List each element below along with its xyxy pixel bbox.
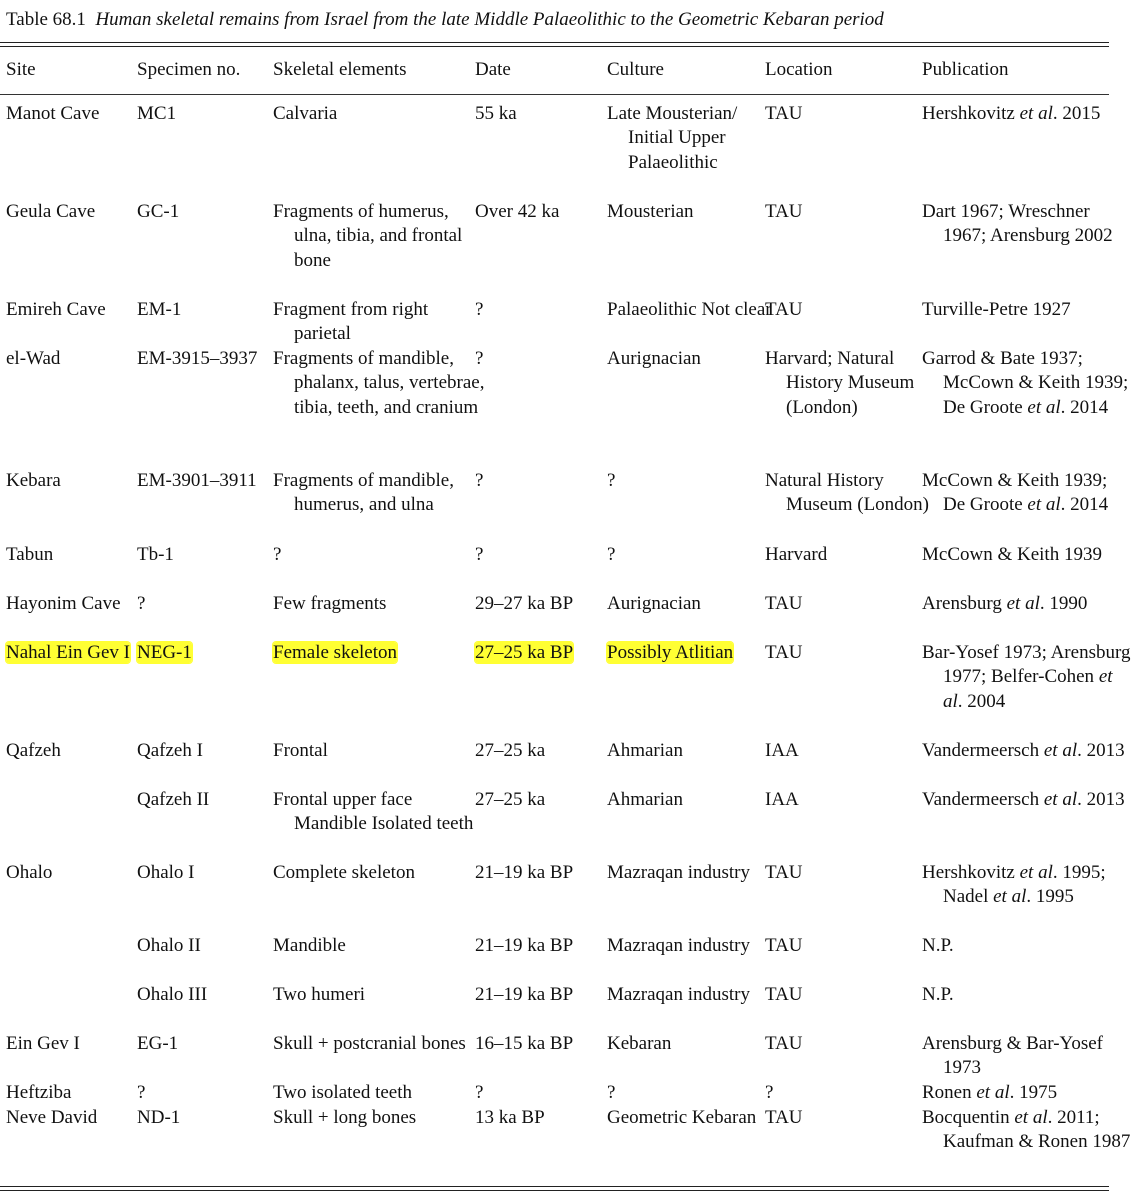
cell-elements — [273, 641, 489, 665]
cell-culture-text: Ahmarian — [607, 789, 683, 810]
cell-date — [475, 298, 621, 322]
cell-location — [765, 861, 936, 885]
cell-specimen-text: GC-1 — [137, 201, 180, 222]
publication-part: . 1995 — [1026, 886, 1074, 908]
cell-date — [475, 543, 621, 567]
cell-location-text: TAU — [765, 862, 803, 883]
top-double-rule — [0, 42, 1109, 47]
publication-part: Hershkovitz — [922, 103, 1020, 124]
cell-culture-text: Possibly Atlitian — [607, 642, 734, 663]
cell-specimen-text: NEG-1 — [137, 642, 192, 663]
cell-date — [475, 934, 621, 958]
cell-date — [475, 983, 621, 1007]
publication-part: N.P. — [922, 935, 954, 956]
cell-location — [765, 1106, 936, 1130]
cell-elements — [273, 543, 489, 567]
cell-culture-text: Mousterian — [607, 201, 694, 222]
cell-specimen-text: EG-1 — [137, 1033, 179, 1054]
publication-part: et al — [1014, 1107, 1048, 1128]
cell-publication — [922, 347, 1131, 420]
cell-site-text: Ohalo — [6, 862, 53, 883]
cell-location-text: Natural History Museum (London) — [765, 470, 930, 516]
cell-specimen — [137, 102, 288, 126]
cell-specimen — [137, 641, 288, 665]
cell-location — [765, 200, 936, 224]
cell-site — [6, 200, 149, 224]
publication-part: . 2014 — [1060, 494, 1109, 516]
cell-date-text: ? — [475, 299, 484, 320]
cell-specimen — [137, 1106, 288, 1130]
cell-site — [6, 739, 149, 763]
cell-elements-text: Fragment from right parietal — [273, 299, 429, 345]
cell-elements — [273, 200, 489, 273]
publication-part: Vandermeersch — [922, 789, 1044, 810]
cell-specimen-text: EM-1 — [137, 299, 182, 320]
cell-date-text: 21–19 ka BP — [475, 862, 574, 883]
cell-culture — [607, 739, 778, 763]
cell-location-text: TAU — [765, 984, 803, 1005]
publication-part: Hershkovitz — [922, 862, 1020, 883]
cell-site-text: Kebara — [6, 470, 61, 491]
cell-specimen-text: Tb-1 — [137, 544, 174, 565]
cell-date-text: 21–19 ka BP — [475, 935, 574, 956]
cell-elements — [273, 1032, 489, 1056]
publication-part: et al — [1043, 789, 1078, 810]
cell-location-text: TAU — [765, 1033, 803, 1054]
cell-location-text: Harvard; Natural History Museum (London) — [765, 348, 915, 418]
cell-specimen — [137, 788, 288, 812]
cell-location — [765, 788, 936, 812]
publication-part: Turville-Petre 1927 — [922, 299, 1071, 320]
cell-location-text: ? — [765, 1082, 774, 1103]
cell-elements-text: Two humeri — [273, 984, 366, 1005]
table-title: Human skeletal remains from Israel from the late Middle Palaeolithic to the Geometric Kebaran period — [95, 9, 884, 30]
cell-location — [765, 1032, 936, 1056]
header-location: Location — [765, 59, 833, 80]
cell-elements-text: Female skeleton — [273, 642, 397, 663]
cell-culture — [607, 1081, 778, 1105]
cell-specimen — [137, 1081, 288, 1105]
publication-part: McCown & Keith 1939 — [922, 544, 1102, 565]
cell-specimen-text: Qafzeh I — [137, 740, 203, 761]
cell-culture — [607, 1032, 778, 1056]
cell-site-text: Geula Cave — [6, 201, 96, 222]
cell-date — [475, 788, 621, 812]
cell-location — [765, 739, 936, 763]
cell-site — [6, 641, 149, 665]
cell-culture — [607, 200, 778, 224]
cell-specimen-text: EM-3915–3937 — [137, 348, 258, 369]
cell-site — [6, 102, 149, 126]
cell-publication — [922, 788, 1131, 812]
cell-elements — [273, 347, 489, 420]
cell-culture-text: Geometric Kebaran — [607, 1107, 757, 1128]
cell-date-text: 27–25 ka — [475, 789, 546, 810]
cell-culture-text: Aurignacian — [607, 593, 701, 614]
publication-part: Garrod & Bate 1937; McCown & Keith 1939; De Groote — [922, 348, 1129, 418]
publication-part: . 1990 — [1039, 593, 1088, 614]
cell-elements — [273, 102, 489, 126]
cell-elements-text: Frontal — [273, 740, 328, 761]
cell-culture-text: Ahmarian — [607, 740, 683, 761]
publication-part: Arensburg — [922, 593, 1007, 614]
cell-site-text: Hayonim Cave — [6, 593, 121, 614]
cell-culture — [607, 641, 778, 665]
cell-culture — [607, 298, 778, 322]
publication-part: et al — [1019, 862, 1053, 883]
cell-location-text: TAU — [765, 935, 803, 956]
cell-location-text: TAU — [765, 299, 803, 320]
cell-elements-text: Fragments of mandible, humerus, and ulna — [273, 470, 454, 516]
publication-part: N.P. — [922, 984, 954, 1005]
cell-elements-text: Frontal upper face Mandible Isolated teeth — [273, 789, 474, 835]
cell-location-text: TAU — [765, 103, 803, 124]
cell-culture — [607, 934, 778, 958]
cell-date — [475, 1081, 621, 1105]
cell-date-text: ? — [475, 470, 484, 491]
publication-part: Bar-Yosef 1973; Arensburg 1977; Belfer-Cohen — [922, 642, 1131, 688]
cell-site-text: Qafzeh — [6, 740, 61, 761]
cell-culture-text: ? — [607, 470, 616, 491]
cell-date-text: 16–15 ka BP — [475, 1033, 574, 1054]
cell-culture — [607, 469, 778, 493]
header-elements: Skeletal elements — [273, 59, 407, 80]
cell-publication — [922, 1106, 1131, 1155]
cell-culture-text: Mazraqan industry — [607, 984, 750, 1005]
cell-date-text: Over 42 ka — [475, 201, 560, 222]
cell-date-text: 29–27 ka BP — [475, 593, 574, 614]
cell-publication — [922, 592, 1131, 616]
publication-part: et al — [1006, 593, 1040, 614]
publication-part: et al — [1027, 494, 1061, 516]
cell-specimen — [137, 861, 288, 885]
cell-date — [475, 102, 621, 126]
publication-part: . 1975 — [1009, 1082, 1058, 1103]
cell-location — [765, 469, 936, 518]
cell-culture-text: Palaeolithic Not clear — [607, 299, 772, 320]
publication-part: Arensburg & Bar-Yosef 1973 — [922, 1033, 1103, 1079]
cell-date — [475, 592, 621, 616]
cell-site — [6, 592, 149, 616]
cell-culture — [607, 592, 778, 616]
cell-culture — [607, 983, 778, 1007]
cell-location — [765, 347, 936, 420]
cell-location — [765, 592, 936, 616]
publication-part: et al — [1043, 740, 1078, 761]
table-caption — [6, 8, 884, 32]
cell-date-text: ? — [475, 1082, 484, 1103]
cell-site-text: el-Wad — [6, 348, 61, 369]
cell-culture-text: Mazraqan industry — [607, 862, 750, 883]
cell-elements-text: Complete skeleton — [273, 862, 415, 883]
publication-part: . 2011; Kaufman & Ronen 1987 — [943, 1107, 1131, 1153]
cell-culture — [607, 788, 778, 812]
cell-culture — [607, 1106, 778, 1130]
cell-specimen-text: EM-3901–3911 — [137, 470, 257, 491]
cell-publication — [922, 298, 1131, 322]
cell-site-text: Emireh Cave — [6, 299, 106, 320]
cell-specimen — [137, 934, 288, 958]
header-publication: Publication — [922, 59, 1009, 80]
cell-location — [765, 298, 936, 322]
header-culture: Culture — [607, 59, 664, 80]
cell-elements — [273, 934, 489, 958]
cell-location-text: TAU — [765, 593, 803, 614]
cell-publication — [922, 200, 1131, 249]
publication-part: et al — [993, 886, 1027, 908]
cell-culture-text: Aurignacian — [607, 348, 701, 369]
cell-culture-text: Kebaran — [607, 1033, 672, 1054]
cell-location-text: IAA — [765, 740, 799, 761]
cell-date-text: 27–25 ka BP — [475, 642, 574, 663]
cell-site-text: Manot Cave — [6, 103, 100, 124]
cell-publication — [922, 469, 1131, 518]
cell-location — [765, 934, 936, 958]
cell-elements-text: Few fragments — [273, 593, 387, 614]
cell-elements-text: ? — [273, 544, 282, 565]
cell-specimen-text: ? — [137, 1082, 146, 1103]
cell-publication — [922, 641, 1131, 714]
cell-specimen-text: Ohalo III — [137, 984, 208, 1005]
publication-part: McCown & Keith 1939; De Groote — [922, 470, 1108, 516]
cell-specimen — [137, 739, 288, 763]
cell-date-text: 13 ka BP — [475, 1107, 545, 1128]
publication-part: . 2013 — [1077, 740, 1125, 761]
cell-site — [6, 543, 149, 567]
cell-date — [475, 1032, 621, 1056]
cell-location — [765, 983, 936, 1007]
table-number: Table 68.1 — [6, 9, 86, 30]
cell-location — [765, 1081, 936, 1105]
cell-location-text: IAA — [765, 789, 799, 810]
cell-site — [6, 1106, 149, 1130]
cell-location-text: TAU — [765, 201, 803, 222]
cell-site-text: Neve David — [6, 1107, 98, 1128]
publication-part: . 2015 — [1052, 103, 1101, 124]
cell-site — [6, 1032, 149, 1056]
header-specimen: Specimen no. — [137, 59, 241, 80]
cell-site — [6, 861, 149, 885]
cell-elements — [273, 298, 489, 347]
cell-specimen-text: MC1 — [137, 103, 177, 124]
cell-culture — [607, 102, 778, 175]
cell-date — [475, 739, 621, 763]
publication-part: Vandermeersch — [922, 740, 1044, 761]
publication-part: et al — [1027, 396, 1061, 418]
cell-date-text: 21–19 ka BP — [475, 984, 574, 1005]
cell-location — [765, 641, 936, 665]
header-date: Date — [475, 59, 511, 80]
cell-elements-text: Skull + long bones — [273, 1107, 417, 1128]
header-rule — [0, 94, 1109, 95]
cell-culture-text: Late Mousterian/ Initial Upper Palaeolithic — [607, 103, 738, 173]
cell-specimen — [137, 1032, 288, 1056]
cell-specimen-text: Qafzeh II — [137, 789, 210, 810]
publication-part: et al — [943, 666, 1113, 712]
cell-date — [475, 469, 621, 493]
cell-date — [475, 347, 621, 371]
cell-publication — [922, 1081, 1131, 1105]
cell-elements — [273, 739, 489, 763]
header-site: Site — [6, 59, 36, 80]
publication-part: . 2014 — [1060, 396, 1109, 418]
cell-location — [765, 102, 936, 126]
cell-site — [6, 469, 149, 493]
cell-date — [475, 1106, 621, 1130]
cell-elements-text: Mandible — [273, 935, 346, 956]
cell-culture-text: Mazraqan industry — [607, 935, 750, 956]
cell-date-text: ? — [475, 348, 484, 369]
cell-location-text: TAU — [765, 642, 803, 663]
cell-publication — [922, 739, 1131, 763]
cell-culture — [607, 543, 778, 567]
cell-site — [6, 1081, 149, 1105]
cell-specimen-text: Ohalo II — [137, 935, 201, 956]
cell-elements — [273, 1081, 489, 1105]
cell-publication — [922, 102, 1131, 126]
publication-part: . 1995; Nadel — [943, 862, 1106, 908]
publication-part: Dart 1967; Wreschner 1967; Arensburg 2002 — [922, 201, 1113, 247]
cell-culture-text: ? — [607, 1082, 616, 1103]
cell-specimen-text: ND-1 — [137, 1107, 181, 1128]
cell-site-text: Nahal Ein Gev I — [6, 642, 130, 663]
cell-date-text: ? — [475, 544, 484, 565]
cell-location — [765, 543, 936, 567]
cell-publication — [922, 861, 1131, 910]
publication-part: Ronen — [922, 1082, 977, 1103]
cell-location-text: TAU — [765, 1107, 803, 1128]
cell-elements-text: Skull + postcranial bones — [273, 1033, 466, 1054]
cell-specimen — [137, 469, 288, 493]
cell-publication — [922, 1032, 1131, 1081]
cell-elements-text: Fragments of humerus, ulna, tibia, and frontal bone — [273, 201, 463, 271]
cell-culture — [607, 347, 778, 371]
publication-part: . 2013 — [1077, 789, 1125, 810]
cell-culture — [607, 861, 778, 885]
cell-elements-text: Calvaria — [273, 103, 338, 124]
cell-culture-text: ? — [607, 544, 616, 565]
publication-part: . 2004 — [957, 690, 1006, 712]
cell-specimen — [137, 347, 288, 371]
cell-date-text: 55 ka — [475, 103, 517, 124]
cell-elements — [273, 1106, 489, 1130]
cell-specimen-text: Ohalo I — [137, 862, 195, 883]
cell-date — [475, 861, 621, 885]
cell-site — [6, 298, 149, 322]
cell-publication — [922, 983, 1131, 1007]
cell-elements-text: Fragments of mandible, phalanx, talus, vertebrae, tibia, teeth, and cranium — [273, 348, 485, 418]
bottom-double-rule — [0, 1186, 1109, 1191]
cell-elements — [273, 788, 489, 837]
cell-publication — [922, 934, 1131, 958]
cell-specimen — [137, 200, 288, 224]
cell-elements-text: Two isolated teeth — [273, 1082, 413, 1103]
cell-specimen — [137, 298, 288, 322]
cell-elements — [273, 861, 489, 885]
cell-specimen-text: ? — [137, 593, 146, 614]
cell-specimen — [137, 592, 288, 616]
publication-part: et al — [976, 1082, 1010, 1103]
cell-location-text: Harvard — [765, 544, 828, 565]
cell-elements — [273, 592, 489, 616]
publication-part: Bocquentin — [922, 1107, 1015, 1128]
publication-part: et al — [1019, 103, 1053, 124]
cell-elements — [273, 983, 489, 1007]
cell-date-text: 27–25 ka — [475, 740, 546, 761]
cell-site-text: Tabun — [6, 544, 54, 565]
cell-site-text: Ein Gev I — [6, 1033, 80, 1054]
cell-date — [475, 641, 621, 665]
cell-site-text: Heftziba — [6, 1082, 72, 1103]
cell-publication — [922, 543, 1131, 567]
cell-site — [6, 347, 149, 371]
cell-date — [475, 200, 621, 224]
cell-specimen — [137, 983, 288, 1007]
cell-specimen — [137, 543, 288, 567]
cell-elements — [273, 469, 489, 518]
